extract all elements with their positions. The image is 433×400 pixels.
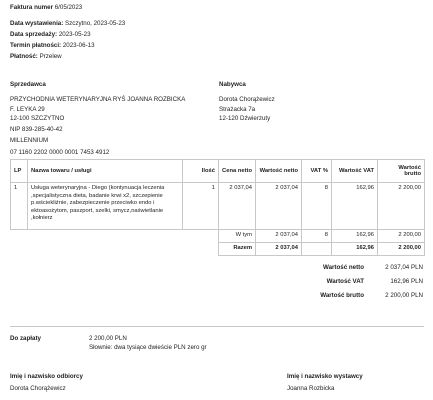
buyer-name: Dorota Chorążewicz	[219, 96, 275, 104]
item-description	[28, 183, 183, 230]
col-header-net-price: Cena netto	[219, 160, 256, 183]
invoice-number-label: Faktura numer	[10, 4, 53, 11]
amount-due-value: 2 200,00 PLN	[89, 335, 127, 342]
in-that-gross-value: 2 200,00	[378, 230, 425, 243]
item-gross-value: 2 200,00	[378, 183, 425, 230]
items-table	[10, 159, 425, 256]
item-desc-line: Usługa weterynaryjna - Diego (kontynuacja leczenia	[31, 185, 165, 191]
issue-date-value: Szczytno, 2023-05-23	[65, 20, 126, 27]
item-vat-value: 162,96	[332, 183, 378, 230]
col-header-gross-line1: Wartość	[398, 165, 421, 171]
receiver-name: Dorota Chorążewicz	[10, 385, 66, 392]
buyer-heading: Nabywca	[219, 81, 246, 88]
item-net-value: 2 037,04	[256, 183, 302, 230]
col-header-net-value: Wartość netto	[256, 160, 302, 183]
total-vat-pct-empty	[302, 243, 332, 256]
buyer-city: 12-120 Dźwierzuty	[219, 114, 271, 122]
col-header-name: Nazwa towaru / usługi	[28, 160, 183, 183]
issue-date-row	[10, 19, 125, 29]
seller-heading: Sprzedawca	[10, 81, 46, 88]
col-header-qty: Ilość	[183, 160, 219, 183]
col-header-gross-value	[378, 160, 425, 183]
summary-vat-label: Wartość VAT	[326, 278, 364, 285]
total-vat-value: 162,96	[332, 243, 378, 256]
amount-in-words: Słownie: dwa tysiące dwieście PLN zero gr	[89, 344, 207, 351]
in-that-vat-value: 162,96	[332, 230, 378, 243]
table-row	[11, 183, 425, 230]
in-that-row	[11, 230, 425, 243]
due-date-value: 2023-06-13	[62, 42, 95, 49]
payment-method-row	[10, 52, 62, 62]
buyer-block	[219, 80, 275, 123]
item-vat-pct: 8	[302, 183, 332, 230]
sale-date-row	[10, 30, 91, 40]
col-header-vat-pct: VAT %	[302, 160, 332, 183]
in-that-net-value: 2 037,04	[256, 230, 302, 243]
seller-block	[10, 80, 185, 157]
table-header-row	[11, 160, 425, 183]
col-header-gross-line2: brutto	[404, 171, 421, 177]
payment-method-label: Płatność:	[10, 53, 38, 60]
in-that-label: W tym	[219, 230, 256, 243]
item-desc-line: ,kołnierz	[31, 215, 53, 222]
summary-vat-value: 162,96 PLN	[390, 278, 423, 285]
payment-method-value: Przelew	[39, 53, 62, 60]
seller-city: 12-100 SZCZYTNO	[10, 114, 65, 122]
due-date-label: Termin płatności:	[10, 42, 62, 49]
summary-gross-label: Wartość brutto	[320, 292, 364, 299]
total-gross-value: 2 200,00	[378, 243, 425, 256]
col-header-lp: LP	[11, 160, 28, 183]
total-net-value: 2 037,04	[256, 243, 302, 256]
seller-street: F. LEYKA 29	[10, 105, 45, 113]
summary-net-value: 2 037,04 PLN	[385, 264, 423, 271]
issue-date-label: Data wystawienia:	[10, 20, 64, 27]
due-date-row	[10, 41, 95, 51]
total-label: Razem	[219, 243, 256, 256]
summary-gross-value: 2 200,00 PLN	[385, 292, 423, 299]
amount-due-label: Do zapłaty	[10, 335, 41, 342]
sale-date-label: Data sprzedaży:	[10, 31, 58, 38]
issuer-label: Imię i nazwisko wystawcy	[287, 373, 363, 380]
item-desc-line: ektoasożytom, paszport, szelki, smycz,naświetlanie	[31, 207, 164, 214]
seller-bank: MILLENNIUM	[10, 137, 49, 145]
item-net-price: 2 037,04	[219, 183, 256, 230]
item-desc-line: p.wściekliźnie, zabezpieczenie przeciwko endo i	[31, 200, 155, 207]
item-lp: 1	[11, 183, 28, 230]
invoice-title	[10, 3, 82, 13]
total-row	[11, 243, 425, 256]
buyer-street: Strażacka 7a	[219, 105, 256, 113]
invoice-number-value: 6/05/2023	[54, 4, 83, 11]
seller-nip: NIP 839-285-40-42	[10, 126, 63, 134]
seller-account: 07 1160 2202 0000 0001 7453 4912	[10, 148, 110, 156]
col-header-vat-value: Wartość VAT	[332, 160, 378, 183]
summary-net-label: Wartość netto	[322, 264, 364, 271]
sale-date-value: 2023-05-23	[58, 31, 91, 38]
divider	[10, 326, 424, 327]
seller-name: PRZYCHODNIA WETERYNARYJNA RYŚ JOANNA ROZBICKA	[10, 96, 186, 104]
receiver-label: Imię i nazwisko odbiorcy	[10, 373, 83, 380]
in-that-vat-pct: 8	[302, 230, 332, 243]
item-desc-line: ,specjalistyczna dieta, badanie krwi x2, szczepienie	[31, 192, 163, 199]
item-qty: 1	[183, 183, 219, 230]
issuer-name: Joanna Rozbicka	[287, 385, 335, 392]
